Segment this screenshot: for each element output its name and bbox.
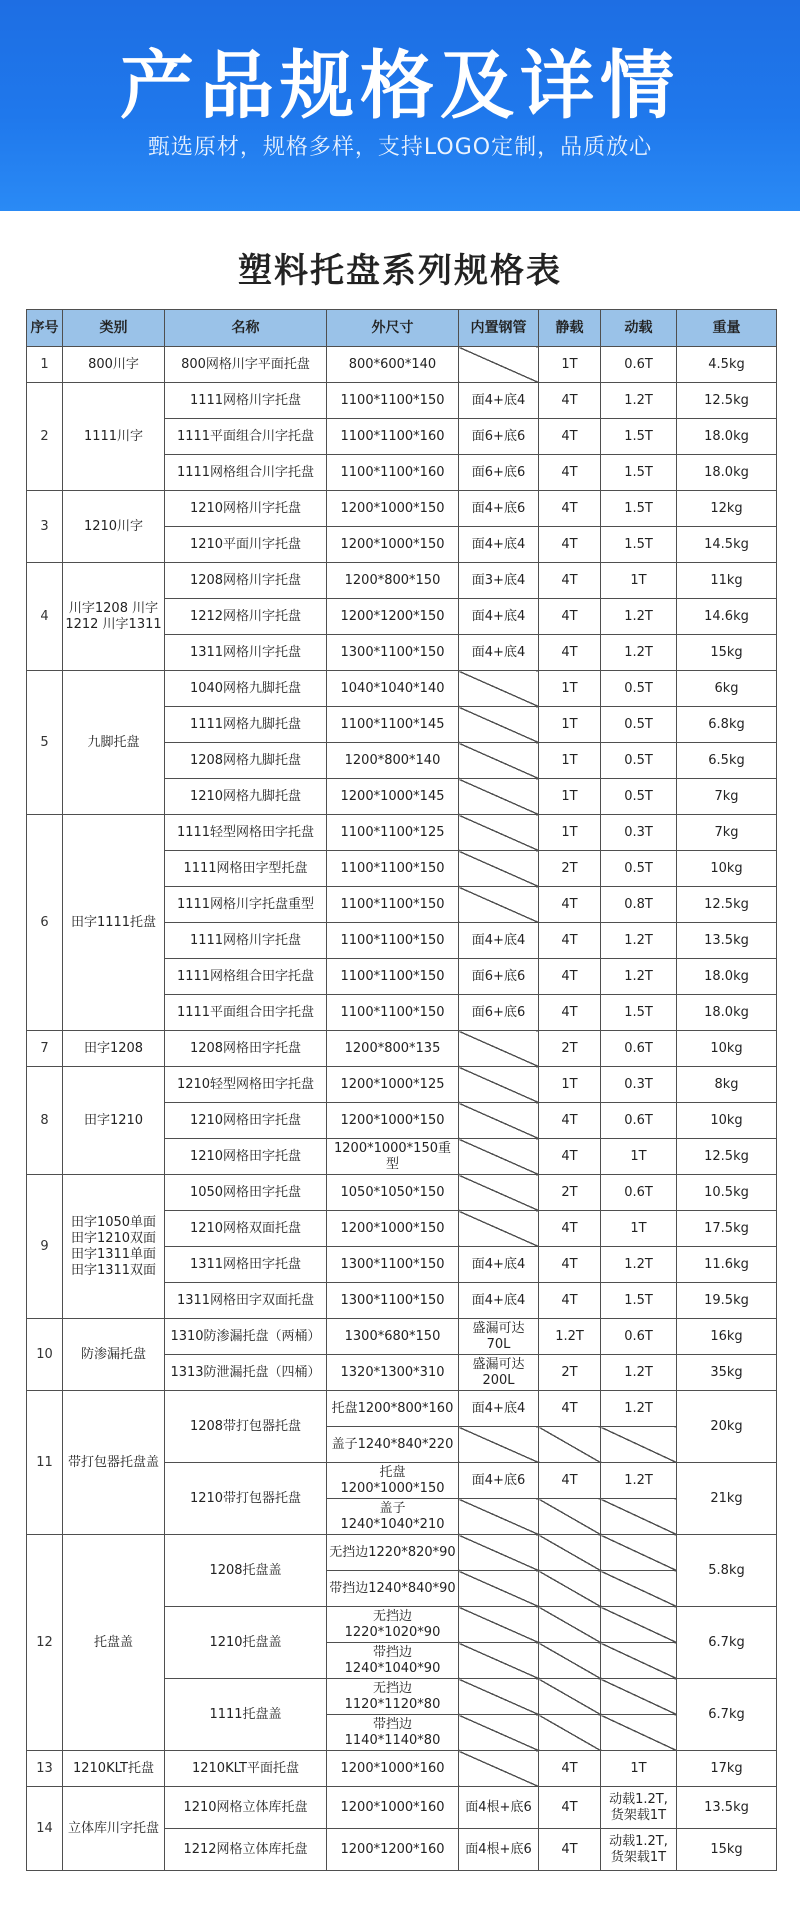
weight-cell: 18.0kg: [677, 995, 777, 1031]
static-cell: 4T: [539, 635, 601, 671]
size-cell: 1320*1300*310: [327, 1355, 459, 1391]
dynamic-cell: 1.5T: [601, 995, 677, 1031]
header-weight: 重量: [677, 310, 777, 347]
tube-cell: 盛漏可达70L: [459, 1319, 539, 1355]
seq-cell: 1: [27, 347, 63, 383]
empty-slash-cell: [459, 1427, 539, 1463]
size-cell: 盖子1240*840*220: [327, 1427, 459, 1463]
name-cell: 1111平面组合川字托盘: [165, 419, 327, 455]
size-cell: 托盘1200*1000*150: [327, 1463, 459, 1499]
category-cell: 田字1208: [63, 1031, 165, 1067]
table-row: [27, 1535, 777, 1571]
size-cell: 无挡边1220*820*90: [327, 1535, 459, 1571]
empty-slash-cell: [601, 1427, 677, 1463]
empty-slash-cell: [459, 743, 539, 779]
tube-cell: 面4+底4: [459, 1247, 539, 1283]
size-cell: 1100*1100*150: [327, 995, 459, 1031]
static-cell: 2T: [539, 1175, 601, 1211]
seq-cell: 9: [27, 1175, 63, 1319]
weight-cell: 12.5kg: [677, 383, 777, 419]
size-cell: 1200*800*150: [327, 563, 459, 599]
weight-cell: 17kg: [677, 1751, 777, 1787]
empty-slash-cell: [601, 1499, 677, 1535]
name-cell: 1208网格九脚托盘: [165, 743, 327, 779]
tube-cell: 面4+底4: [459, 923, 539, 959]
empty-slash-cell: [539, 1571, 601, 1607]
category-cell: 田字1050单面 田字1210双面 田字1311单面 田字1311双面: [63, 1175, 165, 1319]
seq-cell: 5: [27, 671, 63, 815]
weight-cell: 6kg: [677, 671, 777, 707]
name-cell: 1210托盘盖: [165, 1607, 327, 1679]
table-row: [27, 1031, 777, 1067]
name-cell: 1210网格双面托盘: [165, 1211, 327, 1247]
static-cell: 4T: [539, 455, 601, 491]
empty-slash-cell: [459, 347, 539, 383]
name-cell: 1212网格立体库托盘: [165, 1829, 327, 1871]
static-cell: 1T: [539, 1067, 601, 1103]
dynamic-cell: 1.2T: [601, 635, 677, 671]
dynamic-cell: 1.5T: [601, 1283, 677, 1319]
dynamic-cell: 0.5T: [601, 671, 677, 707]
size-cell: 1200*1000*150: [327, 1103, 459, 1139]
name-cell: 1313防泄漏托盘（四桶）: [165, 1355, 327, 1391]
weight-cell: 21kg: [677, 1463, 777, 1535]
tube-cell: 面6+底6: [459, 419, 539, 455]
static-cell: 2T: [539, 1355, 601, 1391]
size-cell: 无挡边1220*1020*90: [327, 1607, 459, 1643]
weight-cell: 13.5kg: [677, 923, 777, 959]
static-cell: 1.2T: [539, 1319, 601, 1355]
header-static-load: 静载: [539, 310, 601, 347]
size-cell: 1300*680*150: [327, 1319, 459, 1355]
empty-slash-cell: [539, 1535, 601, 1571]
name-cell: 1111平面组合田字托盘: [165, 995, 327, 1031]
empty-slash-cell: [459, 1067, 539, 1103]
empty-slash-cell: [459, 707, 539, 743]
dynamic-cell: 动载1.2T,货架载1T: [601, 1787, 677, 1829]
weight-cell: 6.8kg: [677, 707, 777, 743]
weight-cell: 6.7kg: [677, 1679, 777, 1751]
header-name: 名称: [165, 310, 327, 347]
empty-slash-cell: [459, 815, 539, 851]
name-cell: 1208带打包器托盘: [165, 1391, 327, 1463]
tube-cell: 盛漏可达200L: [459, 1355, 539, 1391]
category-cell: 1111川字: [63, 383, 165, 491]
empty-slash-cell: [459, 1499, 539, 1535]
name-cell: 1111网格川字托盘: [165, 383, 327, 419]
weight-cell: 11.6kg: [677, 1247, 777, 1283]
dynamic-cell: 1.2T: [601, 599, 677, 635]
table-row: [27, 1391, 777, 1427]
static-cell: 4T: [539, 1103, 601, 1139]
static-cell: 1T: [539, 347, 601, 383]
table-row: [27, 563, 777, 599]
name-cell: 1208网格川字托盘: [165, 563, 327, 599]
empty-slash-cell: [539, 1607, 601, 1643]
size-cell: 1100*1100*150: [327, 959, 459, 995]
size-cell: 1200*1200*160: [327, 1829, 459, 1871]
empty-slash-cell: [459, 1535, 539, 1571]
table-row: [27, 1787, 777, 1829]
dynamic-cell: 1.2T: [601, 383, 677, 419]
dynamic-cell: 1T: [601, 1751, 677, 1787]
static-cell: 1T: [539, 743, 601, 779]
size-cell: 1100*1100*125: [327, 815, 459, 851]
table-row: [27, 1175, 777, 1211]
dynamic-cell: 0.6T: [601, 347, 677, 383]
weight-cell: 12kg: [677, 491, 777, 527]
empty-slash-cell: [459, 1175, 539, 1211]
tube-cell: 面4+底4: [459, 383, 539, 419]
tube-cell: 面4+底4: [459, 1391, 539, 1427]
static-cell: 4T: [539, 419, 601, 455]
dynamic-cell: 0.5T: [601, 707, 677, 743]
size-cell: 1300*1100*150: [327, 635, 459, 671]
empty-slash-cell: [459, 1571, 539, 1607]
dynamic-cell: 1.5T: [601, 419, 677, 455]
empty-slash-cell: [601, 1535, 677, 1571]
static-cell: 1T: [539, 779, 601, 815]
name-cell: 1111网格九脚托盘: [165, 707, 327, 743]
name-cell: 1050网格田字托盘: [165, 1175, 327, 1211]
size-cell: 带挡边1240*840*90: [327, 1571, 459, 1607]
empty-slash-cell: [601, 1571, 677, 1607]
weight-cell: 15kg: [677, 635, 777, 671]
weight-cell: 11kg: [677, 563, 777, 599]
size-cell: 带挡边1240*1040*90: [327, 1643, 459, 1679]
name-cell: 1208托盘盖: [165, 1535, 327, 1607]
name-cell: 1210网格川字托盘: [165, 491, 327, 527]
empty-slash-cell: [601, 1679, 677, 1715]
tube-cell: 面4根+底6: [459, 1787, 539, 1829]
name-cell: 1111网格川字托盘: [165, 923, 327, 959]
tube-cell: 面4+底6: [459, 1463, 539, 1499]
weight-cell: 10kg: [677, 1103, 777, 1139]
table-row: [27, 491, 777, 527]
dynamic-cell: 0.3T: [601, 815, 677, 851]
empty-slash-cell: [601, 1715, 677, 1751]
static-cell: 4T: [539, 1211, 601, 1247]
name-cell: 1111网格组合川字托盘: [165, 455, 327, 491]
seq-cell: 11: [27, 1391, 63, 1535]
weight-cell: 14.5kg: [677, 527, 777, 563]
size-cell: 1100*1100*150: [327, 851, 459, 887]
size-cell: 1100*1100*145: [327, 707, 459, 743]
dynamic-cell: 1.5T: [601, 455, 677, 491]
dynamic-cell: 0.6T: [601, 1175, 677, 1211]
name-cell: 1311网格川字托盘: [165, 635, 327, 671]
name-cell: 1210KLT平面托盘: [165, 1751, 327, 1787]
weight-cell: 18.0kg: [677, 419, 777, 455]
dynamic-cell: 0.5T: [601, 779, 677, 815]
name-cell: 1040网格九脚托盘: [165, 671, 327, 707]
table-header-row: [27, 310, 777, 347]
name-cell: 1311网格田字托盘: [165, 1247, 327, 1283]
static-cell: 4T: [539, 1829, 601, 1871]
static-cell: 4T: [539, 599, 601, 635]
name-cell: 1111网格川字托盘重型: [165, 887, 327, 923]
empty-slash-cell: [459, 851, 539, 887]
weight-cell: 13.5kg: [677, 1787, 777, 1829]
size-cell: 1200*1200*150: [327, 599, 459, 635]
size-cell: 1300*1100*150: [327, 1283, 459, 1319]
weight-cell: 6.5kg: [677, 743, 777, 779]
dynamic-cell: 0.6T: [601, 1103, 677, 1139]
dynamic-cell: 1.2T: [601, 1391, 677, 1427]
static-cell: 4T: [539, 527, 601, 563]
header-banner: [0, 0, 800, 211]
name-cell: 1210轻型网格田字托盘: [165, 1067, 327, 1103]
dynamic-cell: 1T: [601, 1139, 677, 1175]
category-cell: 1210KLT托盘: [63, 1751, 165, 1787]
empty-slash-cell: [459, 1643, 539, 1679]
category-cell: 九脚托盘: [63, 671, 165, 815]
dynamic-cell: 0.5T: [601, 851, 677, 887]
dynamic-cell: 0.6T: [601, 1031, 677, 1067]
empty-slash-cell: [459, 1211, 539, 1247]
weight-cell: 15kg: [677, 1829, 777, 1871]
empty-slash-cell: [539, 1715, 601, 1751]
static-cell: 4T: [539, 1391, 601, 1427]
category-cell: 1210川字: [63, 491, 165, 563]
static-cell: 4T: [539, 1283, 601, 1319]
table-row: [27, 1067, 777, 1103]
static-cell: 2T: [539, 1031, 601, 1067]
size-cell: 800*600*140: [327, 347, 459, 383]
size-cell: 1050*1050*150: [327, 1175, 459, 1211]
size-cell: 1200*800*135: [327, 1031, 459, 1067]
banner-title: 产品规格及详情: [120, 43, 680, 129]
empty-slash-cell: [459, 779, 539, 815]
header-size: 外尺寸: [327, 310, 459, 347]
size-cell: 1040*1040*140: [327, 671, 459, 707]
name-cell: 1311网格田字双面托盘: [165, 1283, 327, 1319]
size-cell: 托盘1200*800*160: [327, 1391, 459, 1427]
static-cell: 4T: [539, 995, 601, 1031]
empty-slash-cell: [459, 671, 539, 707]
empty-slash-cell: [601, 1607, 677, 1643]
weight-cell: 16kg: [677, 1319, 777, 1355]
seq-cell: 8: [27, 1067, 63, 1175]
size-cell: 1200*800*140: [327, 743, 459, 779]
seq-cell: 7: [27, 1031, 63, 1067]
category-cell: 防渗漏托盘: [63, 1319, 165, 1391]
name-cell: 1310防渗漏托盘（两桶）: [165, 1319, 327, 1355]
spec-table: [26, 309, 777, 1871]
weight-cell: 35kg: [677, 1355, 777, 1391]
dynamic-cell: 1.5T: [601, 527, 677, 563]
seq-cell: 13: [27, 1751, 63, 1787]
weight-cell: 10kg: [677, 1031, 777, 1067]
empty-slash-cell: [459, 1751, 539, 1787]
weight-cell: 20kg: [677, 1391, 777, 1463]
table-title: 塑料托盘系列规格表: [238, 251, 562, 291]
empty-slash-cell: [459, 1679, 539, 1715]
static-cell: 4T: [539, 1247, 601, 1283]
weight-cell: 14.6kg: [677, 599, 777, 635]
header-tube: 内置钢管: [459, 310, 539, 347]
size-cell: 1200*1000*150: [327, 1211, 459, 1247]
size-cell: 1200*1000*160: [327, 1751, 459, 1787]
weight-cell: 18.0kg: [677, 455, 777, 491]
tube-cell: 面3+底4: [459, 563, 539, 599]
dynamic-cell: 0.8T: [601, 887, 677, 923]
dynamic-cell: 0.6T: [601, 1319, 677, 1355]
static-cell: 4T: [539, 491, 601, 527]
category-cell: 田字1111托盘: [63, 815, 165, 1031]
empty-slash-cell: [459, 1607, 539, 1643]
empty-slash-cell: [459, 1715, 539, 1751]
static-cell: 4T: [539, 959, 601, 995]
weight-cell: 5.8kg: [677, 1535, 777, 1607]
empty-slash-cell: [459, 887, 539, 923]
dynamic-cell: 1.2T: [601, 959, 677, 995]
size-cell: 1200*1000*125: [327, 1067, 459, 1103]
size-cell: 1100*1100*150: [327, 887, 459, 923]
weight-cell: 17.5kg: [677, 1211, 777, 1247]
weight-cell: 12.5kg: [677, 887, 777, 923]
weight-cell: 8kg: [677, 1067, 777, 1103]
name-cell: 1111轻型网格田字托盘: [165, 815, 327, 851]
size-cell: 1100*1100*150: [327, 383, 459, 419]
name-cell: 1210网格田字托盘: [165, 1139, 327, 1175]
static-cell: 4T: [539, 1787, 601, 1829]
tube-cell: 面4+底4: [459, 599, 539, 635]
dynamic-cell: 1.2T: [601, 1355, 677, 1391]
weight-cell: 12.5kg: [677, 1139, 777, 1175]
name-cell: 1210网格田字托盘: [165, 1103, 327, 1139]
dynamic-cell: 0.3T: [601, 1067, 677, 1103]
tube-cell: 面6+底6: [459, 995, 539, 1031]
table-row: [27, 671, 777, 707]
header-category: 类别: [63, 310, 165, 347]
category-cell: 立体库川字托盘: [63, 1787, 165, 1871]
name-cell: 1212网格川字托盘: [165, 599, 327, 635]
tube-cell: 面4+底4: [459, 527, 539, 563]
category-cell: 800川字: [63, 347, 165, 383]
name-cell: 1210网格九脚托盘: [165, 779, 327, 815]
static-cell: 1T: [539, 815, 601, 851]
weight-cell: 18.0kg: [677, 959, 777, 995]
table-row: [27, 815, 777, 851]
dynamic-cell: 1T: [601, 563, 677, 599]
empty-slash-cell: [539, 1679, 601, 1715]
category-cell: 田字1210: [63, 1067, 165, 1175]
size-cell: 1300*1100*150: [327, 1247, 459, 1283]
weight-cell: 19.5kg: [677, 1283, 777, 1319]
empty-slash-cell: [539, 1643, 601, 1679]
static-cell: 4T: [539, 1139, 601, 1175]
size-cell: 无挡边1120*1120*80: [327, 1679, 459, 1715]
name-cell: 800网格川字平面托盘: [165, 347, 327, 383]
dynamic-cell: 1.2T: [601, 923, 677, 959]
seq-cell: 2: [27, 383, 63, 491]
weight-cell: 7kg: [677, 779, 777, 815]
static-cell: 4T: [539, 887, 601, 923]
size-cell: 1100*1100*160: [327, 455, 459, 491]
tube-cell: 面4+底6: [459, 491, 539, 527]
weight-cell: 4.5kg: [677, 347, 777, 383]
seq-cell: 12: [27, 1535, 63, 1751]
empty-slash-cell: [459, 1031, 539, 1067]
size-cell: 1200*1000*150: [327, 491, 459, 527]
static-cell: 1T: [539, 707, 601, 743]
weight-cell: 10kg: [677, 851, 777, 887]
empty-slash-cell: [539, 1499, 601, 1535]
dynamic-cell: 动载1.2T,货架载1T: [601, 1829, 677, 1871]
weight-cell: 6.7kg: [677, 1607, 777, 1679]
static-cell: 2T: [539, 851, 601, 887]
category-cell: 川字1208 川字1212 川字1311: [63, 563, 165, 671]
size-cell: 盖子1240*1040*210: [327, 1499, 459, 1535]
dynamic-cell: 0.5T: [601, 743, 677, 779]
category-cell: 带打包器托盘盖: [63, 1391, 165, 1535]
header-dynamic-load: 动载: [601, 310, 677, 347]
empty-slash-cell: [459, 1139, 539, 1175]
weight-cell: 7kg: [677, 815, 777, 851]
banner-subtitle: 甄选原材，规格多样，支持LOGO定制，品质放心: [147, 135, 653, 160]
empty-slash-cell: [459, 1103, 539, 1139]
dynamic-cell: 1.2T: [601, 1247, 677, 1283]
tube-cell: 面6+底6: [459, 455, 539, 491]
seq-cell: 3: [27, 491, 63, 563]
empty-slash-cell: [539, 1427, 601, 1463]
table-row: [27, 383, 777, 419]
tube-cell: 面4+底4: [459, 1283, 539, 1319]
weight-cell: 10.5kg: [677, 1175, 777, 1211]
tube-cell: 面4+底4: [459, 635, 539, 671]
seq-cell: 4: [27, 563, 63, 671]
static-cell: 4T: [539, 1463, 601, 1499]
size-cell: 1200*1000*160: [327, 1787, 459, 1829]
name-cell: 1111网格组合田字托盘: [165, 959, 327, 995]
size-cell: 1200*1000*150重型: [327, 1139, 459, 1175]
name-cell: 1111网格田字型托盘: [165, 851, 327, 887]
table-row: [27, 1319, 777, 1355]
size-cell: 带挡边1140*1140*80: [327, 1715, 459, 1751]
static-cell: 4T: [539, 383, 601, 419]
seq-cell: 14: [27, 1787, 63, 1871]
static-cell: 1T: [539, 671, 601, 707]
dynamic-cell: 1.5T: [601, 491, 677, 527]
name-cell: 1210带打包器托盘: [165, 1463, 327, 1535]
dynamic-cell: 1T: [601, 1211, 677, 1247]
static-cell: 4T: [539, 1751, 601, 1787]
static-cell: 4T: [539, 923, 601, 959]
static-cell: 4T: [539, 563, 601, 599]
category-cell: 托盘盖: [63, 1535, 165, 1751]
table-row: [27, 1751, 777, 1787]
size-cell: 1200*1000*150: [327, 527, 459, 563]
tube-cell: 面6+底6: [459, 959, 539, 995]
header-seq: 序号: [27, 310, 63, 347]
size-cell: 1100*1100*150: [327, 923, 459, 959]
name-cell: 1210网格立体库托盘: [165, 1787, 327, 1829]
dynamic-cell: 1.2T: [601, 1463, 677, 1499]
seq-cell: 10: [27, 1319, 63, 1391]
name-cell: 1111托盘盖: [165, 1679, 327, 1751]
tube-cell: 面4根+底6: [459, 1829, 539, 1871]
name-cell: 1208网格田字托盘: [165, 1031, 327, 1067]
seq-cell: 6: [27, 815, 63, 1031]
size-cell: 1100*1100*160: [327, 419, 459, 455]
empty-slash-cell: [601, 1643, 677, 1679]
table-row: [27, 347, 777, 383]
name-cell: 1210平面川字托盘: [165, 527, 327, 563]
size-cell: 1200*1000*145: [327, 779, 459, 815]
